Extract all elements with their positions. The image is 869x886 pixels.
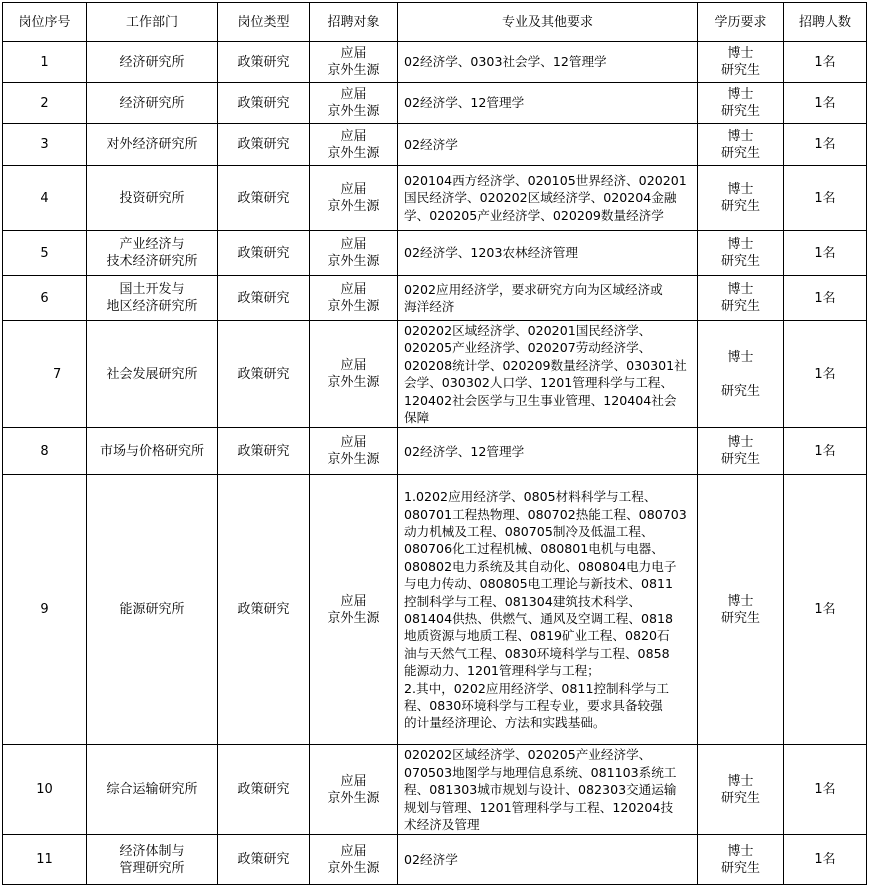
education: 博士 研究生 (698, 166, 784, 231)
education: 博士 研究生 (698, 231, 784, 276)
headcount: 1名 (784, 83, 867, 124)
header-position-no: 岗位序号 (3, 3, 87, 42)
table-row (3, 124, 867, 166)
table-row (3, 835, 867, 885)
education: 博士 研究生 (698, 745, 784, 835)
department: 国土开发与 地区经济研究所 (87, 276, 218, 321)
target: 应届 京外生源 (310, 124, 398, 166)
header-target: 招聘对象 (310, 3, 398, 42)
target: 应届 京外生源 (310, 83, 398, 124)
headcount: 1名 (784, 321, 867, 428)
table-row (3, 83, 867, 124)
position-type: 政策研究 (218, 231, 310, 276)
header-major-requirements: 专业及其他要求 (398, 3, 698, 42)
department: 经济体制与 管理研究所 (87, 835, 218, 885)
education: 博士 研究生 (698, 276, 784, 321)
recruitment-table (2, 2, 867, 885)
major-requirements: 02经济学 (398, 124, 698, 166)
headcount: 1名 (784, 475, 867, 745)
target: 应届 京外生源 (310, 745, 398, 835)
department: 能源研究所 (87, 475, 218, 745)
major-requirements: 02经济学、12管理学 (398, 83, 698, 124)
headcount: 1名 (784, 231, 867, 276)
position-no: 11 (3, 835, 87, 885)
major-requirements: 020202区域经济学、020201国民经济学、 020205产业经济学、020207劳动经济学、 020208统计学、020209数量经济学、030301社 会学、030302人口学、1201管理科学与工程、 120402社会医学与卫生事业管理、120404社会 保障 (398, 321, 698, 428)
department: 经济研究所 (87, 83, 218, 124)
department: 市场与价格研究所 (87, 428, 218, 475)
table-row (3, 428, 867, 475)
position-no: 10 (3, 745, 87, 835)
position-no: 2 (3, 83, 87, 124)
education: 博士 研究生 (698, 321, 784, 428)
department: 经济研究所 (87, 42, 218, 83)
position-no: 1 (3, 42, 87, 83)
position-type: 政策研究 (218, 276, 310, 321)
major-requirements: 02经济学、1203农林经济管理 (398, 231, 698, 276)
headcount: 1名 (784, 276, 867, 321)
headcount: 1名 (784, 166, 867, 231)
department: 产业经济与 技术经济研究所 (87, 231, 218, 276)
position-type: 政策研究 (218, 745, 310, 835)
header-row (3, 3, 867, 42)
target: 应届 京外生源 (310, 428, 398, 475)
major-requirements: 0202应用经济学，要求研究方向为区域经济或 海洋经济 (398, 276, 698, 321)
header-education: 学历要求 (698, 3, 784, 42)
education: 博士 研究生 (698, 428, 784, 475)
department: 投资研究所 (87, 166, 218, 231)
education: 博士 研究生 (698, 835, 784, 885)
major-requirements: 020202区域经济学、020205产业经济学、 070503地图学与地理信息系统、081103系统工 程、081303城市规划与设计、082303交通运输 规划与管理、1201管理科学与工程、120204技 术经济及管理 (398, 745, 698, 835)
education: 博士 研究生 (698, 475, 784, 745)
table-row (3, 231, 867, 276)
department: 对外经济研究所 (87, 124, 218, 166)
position-type: 政策研究 (218, 428, 310, 475)
department: 社会发展研究所 (87, 321, 218, 428)
education: 博士 研究生 (698, 124, 784, 166)
target: 应届 京外生源 (310, 835, 398, 885)
header-department: 工作部门 (87, 3, 218, 42)
position-type: 政策研究 (218, 42, 310, 83)
position-type: 政策研究 (218, 475, 310, 745)
target: 应届 京外生源 (310, 276, 398, 321)
major-requirements: 02经济学、12管理学 (398, 428, 698, 475)
table-row (3, 42, 867, 83)
headcount: 1名 (784, 428, 867, 475)
position-no: 7 (3, 321, 87, 428)
position-no: 9 (3, 475, 87, 745)
position-no: 6 (3, 276, 87, 321)
education: 博士 研究生 (698, 42, 784, 83)
table-row (3, 745, 867, 835)
headcount: 1名 (784, 745, 867, 835)
position-type: 政策研究 (218, 321, 310, 428)
target: 应届 京外生源 (310, 321, 398, 428)
major-requirements: 02经济学、0303社会学、12管理学 (398, 42, 698, 83)
education: 博士 研究生 (698, 83, 784, 124)
table-row (3, 475, 867, 745)
target: 应届 京外生源 (310, 475, 398, 745)
position-type: 政策研究 (218, 124, 310, 166)
headcount: 1名 (784, 42, 867, 83)
major-requirements: 02经济学 (398, 835, 698, 885)
header-headcount: 招聘人数 (784, 3, 867, 42)
position-no: 8 (3, 428, 87, 475)
target: 应届 京外生源 (310, 166, 398, 231)
table-row (3, 276, 867, 321)
header-position-type: 岗位类型 (218, 3, 310, 42)
position-type: 政策研究 (218, 166, 310, 231)
department: 综合运输研究所 (87, 745, 218, 835)
position-type: 政策研究 (218, 83, 310, 124)
table-row (3, 166, 867, 231)
position-no: 4 (3, 166, 87, 231)
target: 应届 京外生源 (310, 42, 398, 83)
major-requirements: 1.0202应用经济学、0805材料科学与工程、 080701工程热物理、080702热能工程、080703 动力机械及工程、080705制冷及低温工程、 080706化工过程机械、080801电机与电器、 080802电力系统及其自动化、080804电力电子 与电力传动、080805电工理论与新技术、0811 控制科学与工程、081304建筑技术科学、 081404供热、供燃气、通风及空调工程、0818 地质资源与地质工程、0819矿业工程、0820石 油与天然气工程、0830环境科学与工程、0858 能源动力、1201管理科学与工程； 2.其中，0202应用经济学、0811控制科学与工 程、0830环境科学与工程专业，要求具备较强 的计量经济理论、方法和实践基础。 (398, 475, 698, 745)
table-row (3, 321, 867, 428)
major-requirements: 020104西方经济学、020105世界经济、020201 国民经济学、020202区域经济学、020204金融 学、020205产业经济学、020209数量经济学 (398, 166, 698, 231)
position-no: 5 (3, 231, 87, 276)
position-no: 3 (3, 124, 87, 166)
position-type: 政策研究 (218, 835, 310, 885)
headcount: 1名 (784, 124, 867, 166)
headcount: 1名 (784, 835, 867, 885)
target: 应届 京外生源 (310, 231, 398, 276)
